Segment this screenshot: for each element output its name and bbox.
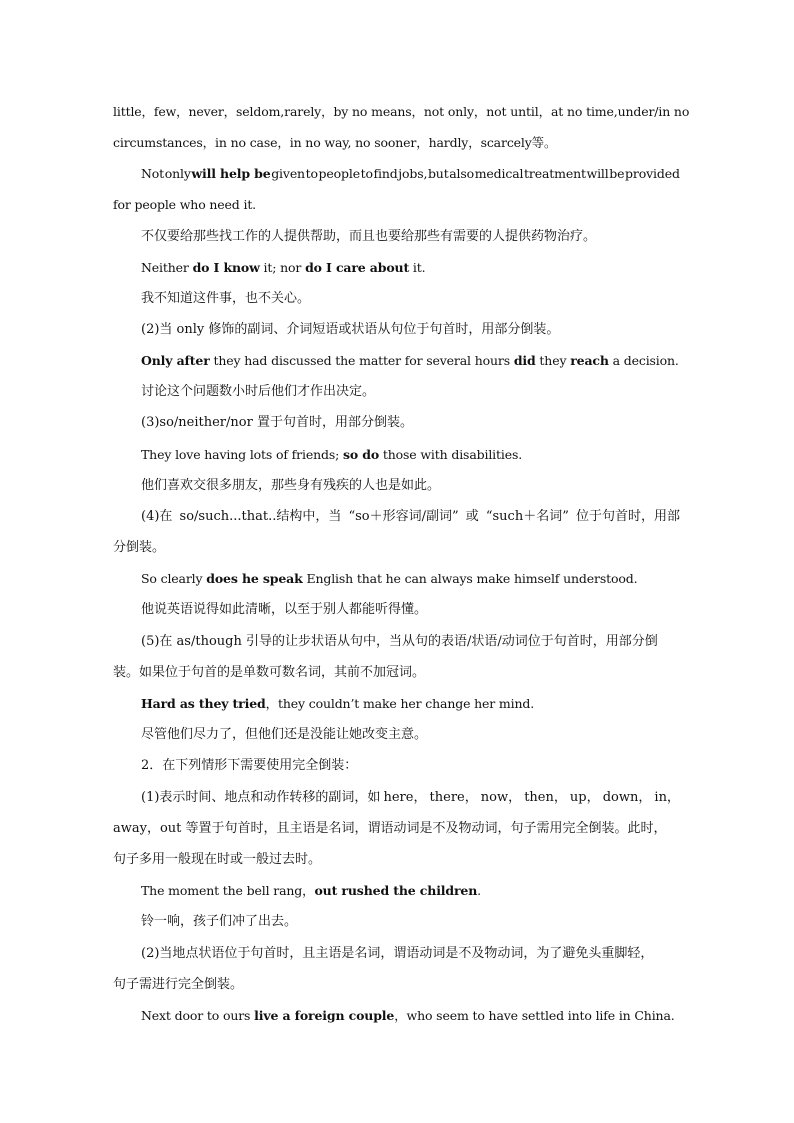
emphasis-inverted-verb: does he speak bbox=[206, 571, 303, 586]
emphasis-inverted-verb: Hard as they tried bbox=[141, 696, 266, 711]
rule-heading: (3)so/neither/nor 置于句首时，用部分倒装。 bbox=[141, 415, 413, 430]
word: people bbox=[318, 166, 360, 181]
text-run: ，they couldn’t make her change her mind. bbox=[265, 696, 535, 711]
word: jobs, bbox=[398, 166, 428, 181]
word: (1)表示时间、地点和动作转移的副词，如 bbox=[141, 790, 381, 805]
word: also bbox=[449, 166, 475, 181]
text-run: . bbox=[477, 883, 481, 898]
example-sentence bbox=[141, 447, 522, 463]
word: will bbox=[586, 166, 609, 181]
example-sentence bbox=[141, 883, 481, 899]
word: there， bbox=[429, 790, 478, 805]
word: treatment bbox=[524, 166, 586, 181]
word: up， bbox=[569, 790, 600, 805]
text-line: away，out 等置于句首时，且主语是名词，谓语动词是不及物动词，句子需用完全倒装。此时， bbox=[113, 821, 667, 836]
emphasis-inverted-verb: so do bbox=[342, 447, 380, 462]
word: then， bbox=[524, 790, 567, 805]
word: not until， bbox=[486, 104, 551, 119]
emphasis-inverted-verb: reach bbox=[570, 353, 609, 368]
text-line: 分倒装。 bbox=[113, 540, 166, 555]
word: by no means， bbox=[333, 104, 424, 119]
word: but bbox=[427, 166, 449, 181]
word: never， bbox=[188, 104, 236, 119]
example-sentence bbox=[141, 571, 637, 587]
word: provided bbox=[625, 166, 680, 181]
text-run: English that he can always make himself understood. bbox=[302, 571, 638, 586]
text-run: they bbox=[535, 353, 571, 368]
rule-heading bbox=[141, 790, 680, 806]
translation-line: 他说英语说得如此清晰，以至于别人都能听得懂。 bbox=[141, 602, 428, 617]
word: at no time, bbox=[550, 104, 618, 119]
word: in， bbox=[654, 790, 680, 805]
word: Not bbox=[141, 166, 165, 181]
word: “so＋形容词/副词” bbox=[348, 509, 459, 524]
rule-heading: (5)在 as/though 引导的让步状语从句中，当从句的表语/状语/动词位于句首时，用部分倒 bbox=[141, 634, 658, 649]
word: be bbox=[609, 166, 625, 181]
word: under/in no bbox=[617, 104, 690, 119]
word: down， bbox=[602, 790, 652, 805]
text-line: for people who need it. bbox=[113, 197, 257, 212]
word: seldom, bbox=[236, 104, 285, 119]
text-run: Neither bbox=[141, 260, 193, 275]
rule-heading bbox=[141, 509, 680, 525]
text-line-adverb-list bbox=[113, 104, 690, 120]
example-sentence bbox=[141, 1008, 675, 1024]
word: (4)在 bbox=[141, 509, 173, 524]
word: not only， bbox=[423, 104, 487, 119]
text-run: ，who seem to have settled into life in China. bbox=[394, 1008, 675, 1023]
word: only bbox=[164, 166, 191, 181]
emphasis-inverted-verb: will help be bbox=[191, 166, 271, 181]
text-line: circumstances，in no case，in no way, no sooner，hardly，scarcely等。 bbox=[113, 135, 557, 150]
word: given bbox=[271, 166, 305, 181]
text-line: 句子多用一般现在时或一般过去时。 bbox=[113, 852, 322, 867]
word: 位于句首时，用部 bbox=[575, 509, 680, 524]
text-run: it. bbox=[409, 260, 426, 275]
rule-heading: (2)当地点状语位于句首时，且主语是名词，谓语动词是不及物动词，为了避免头重脚轻， bbox=[141, 946, 654, 961]
text-run: they had discussed the matter for several hours bbox=[209, 353, 514, 368]
translation-line: 不仅要给那些找工作的人提供帮助，而且也要给那些有需要的人提供药物治疗。 bbox=[141, 229, 597, 244]
example-sentence bbox=[141, 260, 425, 276]
translation-line: 他们喜欢交很多朋友，那些身有残疾的人也是如此。 bbox=[141, 478, 441, 493]
word: to bbox=[360, 166, 373, 181]
translation-line: 尽管他们尽力了，但他们还是没能让她改变主意。 bbox=[141, 727, 428, 742]
emphasis-inverted-verb: Only after bbox=[141, 353, 210, 368]
translation-line: 讨论这个问题数小时后他们才作出决定。 bbox=[141, 384, 376, 399]
word: now， bbox=[480, 790, 522, 805]
example-sentence bbox=[141, 696, 534, 712]
word: few， bbox=[153, 104, 189, 119]
text-line: 句子需进行完全倒装。 bbox=[113, 977, 244, 992]
word: little， bbox=[113, 104, 154, 119]
text-run: it; nor bbox=[259, 260, 306, 275]
text-run: those with disabilities. bbox=[379, 447, 523, 462]
example-sentence bbox=[141, 166, 680, 182]
section-heading: 2．在下列情形下需要使用完全倒装： bbox=[141, 758, 358, 773]
text-run: The moment the bell rang， bbox=[141, 883, 315, 898]
emphasis-inverted-verb: do I care about bbox=[305, 260, 410, 275]
translation-line: 我不知道这件事，也不关心。 bbox=[141, 291, 311, 306]
rule-heading: (2)当 only 修饰的副词、介词短语或状语从句位于句首时，用部分倒装。 bbox=[141, 322, 560, 337]
text-line: 装。如果位于句首的是单数可数名词，其前不加冠词。 bbox=[113, 665, 426, 680]
word: rarely， bbox=[284, 104, 334, 119]
emphasis-inverted-verb: did bbox=[513, 353, 536, 368]
word: find bbox=[373, 166, 398, 181]
word: to bbox=[305, 166, 318, 181]
word: “such＋名词” bbox=[485, 509, 569, 524]
word: 或 bbox=[465, 509, 479, 524]
text-run: a decision. bbox=[608, 353, 679, 368]
emphasis-inverted-verb: out rushed the children bbox=[314, 883, 478, 898]
emphasis-inverted-verb: live a foreign couple bbox=[254, 1008, 395, 1023]
emphasis-inverted-verb: do I know bbox=[192, 260, 260, 275]
text-run: Next door to ours bbox=[141, 1008, 255, 1023]
word: medical bbox=[474, 166, 524, 181]
text-run: They love having lots of friends; bbox=[141, 447, 343, 462]
translation-line: 铃一响，孩子们冲了出去。 bbox=[141, 914, 298, 929]
word: so/such...that..结构中，当 bbox=[179, 509, 342, 524]
text-run: So clearly bbox=[141, 571, 207, 586]
word: here， bbox=[383, 790, 427, 805]
example-sentence bbox=[141, 353, 679, 369]
